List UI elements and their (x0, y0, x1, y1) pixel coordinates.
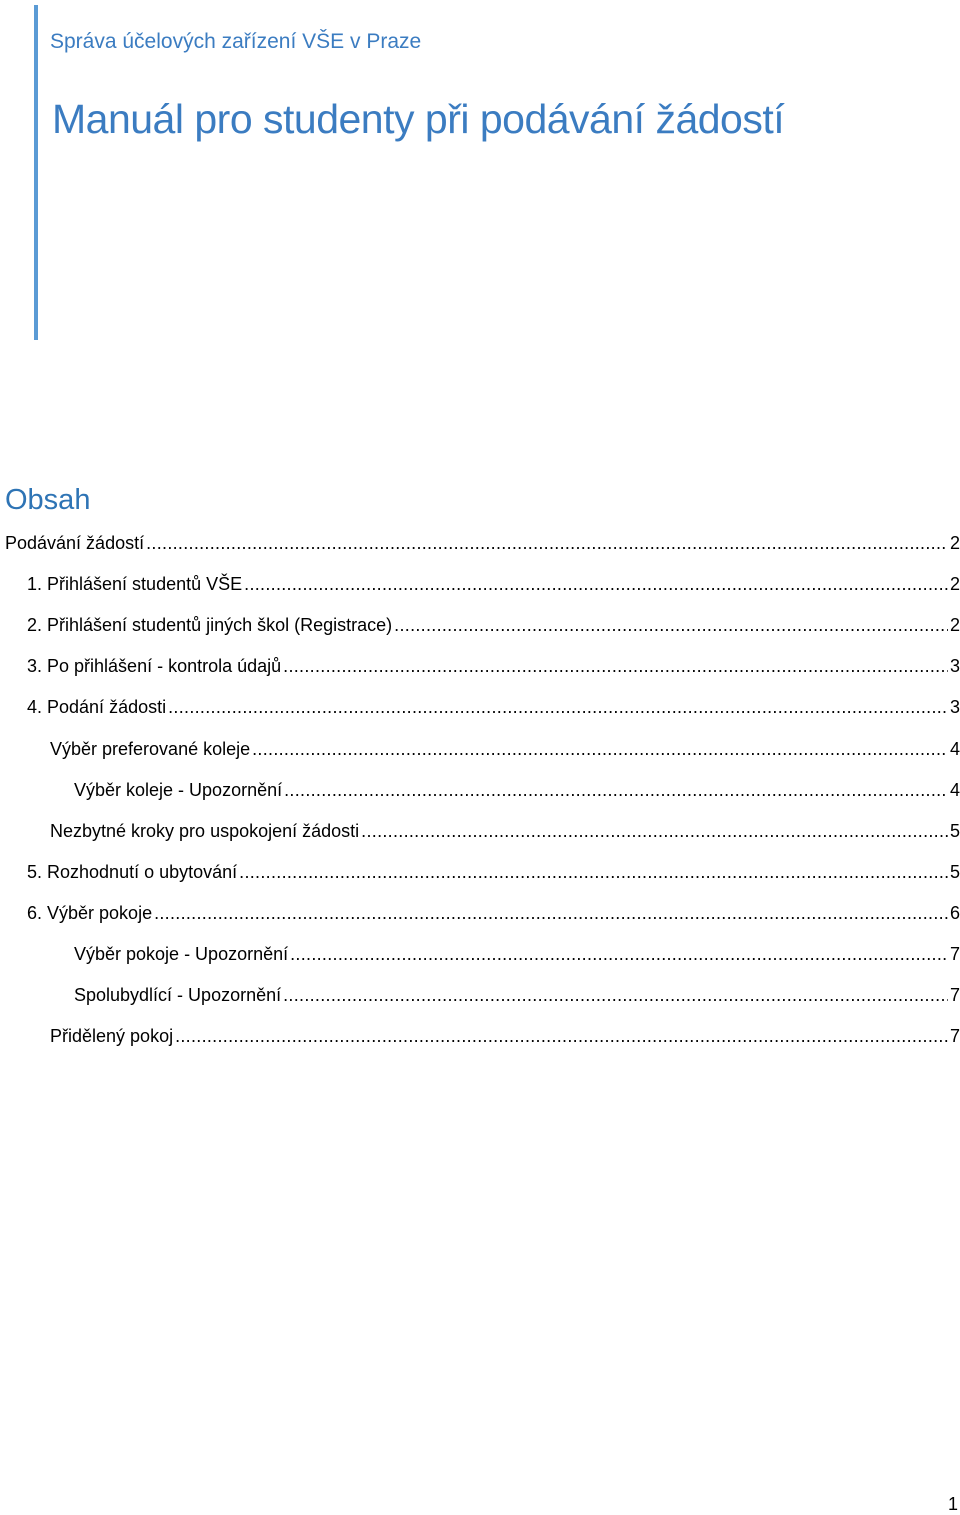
toc-entry[interactable] (5, 530, 960, 556)
toc-entry-page: 2 (949, 574, 960, 594)
toc-entry[interactable] (27, 571, 960, 597)
toc-entry-label: Výběr pokoje - Upozornění (74, 944, 289, 964)
toc-entry-page: 6 (949, 903, 960, 923)
toc-entry-page: 2 (949, 615, 960, 635)
document-title: Manuál pro studenty při podávání žádostí (52, 96, 785, 142)
toc-entry[interactable] (74, 982, 960, 1008)
toc-entry[interactable] (50, 1023, 960, 1049)
toc-entry-label: 3. Po přihlášení - kontrola údajů (27, 656, 282, 676)
toc-entry-page: 4 (949, 739, 960, 759)
toc-entry[interactable] (50, 736, 960, 762)
toc-entry-label: Přidělený pokoj (50, 1026, 174, 1046)
toc-entry-page: 5 (949, 862, 960, 882)
toc-entry-label: 4. Podání žádosti (27, 697, 167, 717)
toc-entry-label: 1. Přihlášení studentů VŠE (27, 574, 243, 594)
organization-name: Správa účelových zařízení VŠE v Praze (50, 30, 422, 53)
toc-entry-label: Podávání žádostí (5, 533, 145, 553)
toc-leader-dots (239, 859, 948, 885)
toc-leader-dots (168, 694, 948, 720)
toc-entry[interactable] (74, 777, 960, 803)
toc-entry[interactable] (27, 653, 960, 679)
toc-entry-page: 3 (949, 697, 960, 717)
toc-leader-dots (252, 736, 948, 762)
toc-leader-dots (361, 818, 948, 844)
cover-accent-bar (34, 5, 38, 340)
toc-entry[interactable] (27, 859, 960, 885)
toc-leader-dots (284, 777, 948, 803)
toc-entry-page: 7 (949, 944, 960, 964)
toc-entry-label: Spolubydlící - Upozornění (74, 985, 282, 1005)
toc-entry[interactable] (74, 941, 960, 967)
toc-leader-dots (146, 530, 948, 556)
toc-entry-label: Výběr preferované koleje (50, 739, 251, 759)
toc-heading: Obsah (5, 484, 91, 516)
toc-entry-page: 5 (949, 821, 960, 841)
toc-entry[interactable] (50, 818, 960, 844)
toc-entry-page: 7 (949, 985, 960, 1005)
toc-leader-dots (290, 941, 948, 967)
toc-entry[interactable] (27, 694, 960, 720)
toc-entry-label: Výběr koleje - Upozornění (74, 780, 283, 800)
toc-leader-dots (244, 571, 948, 597)
toc-entry-label: 5. Rozhodnutí o ubytování (27, 862, 238, 882)
toc-entry-page: 2 (949, 533, 960, 553)
toc-leader-dots (154, 900, 948, 926)
toc-entry-label: 2. Přihlášení studentů jiných škol (Registrace) (27, 615, 393, 635)
toc-entry-page: 7 (949, 1026, 960, 1046)
toc-entry[interactable] (27, 612, 960, 638)
toc-entry-label: 6. Výběr pokoje (27, 903, 153, 923)
toc-leader-dots (283, 653, 948, 679)
page-number: 1 (947, 1494, 958, 1514)
toc-entry-page: 3 (949, 656, 960, 676)
toc-entry[interactable] (27, 900, 960, 926)
toc-leader-dots (175, 1023, 948, 1049)
toc-entry-page: 4 (949, 780, 960, 800)
toc-entry-label: Nezbytné kroky pro uspokojení žádosti (50, 821, 360, 841)
toc-leader-dots (394, 612, 948, 638)
toc-leader-dots (283, 982, 948, 1008)
